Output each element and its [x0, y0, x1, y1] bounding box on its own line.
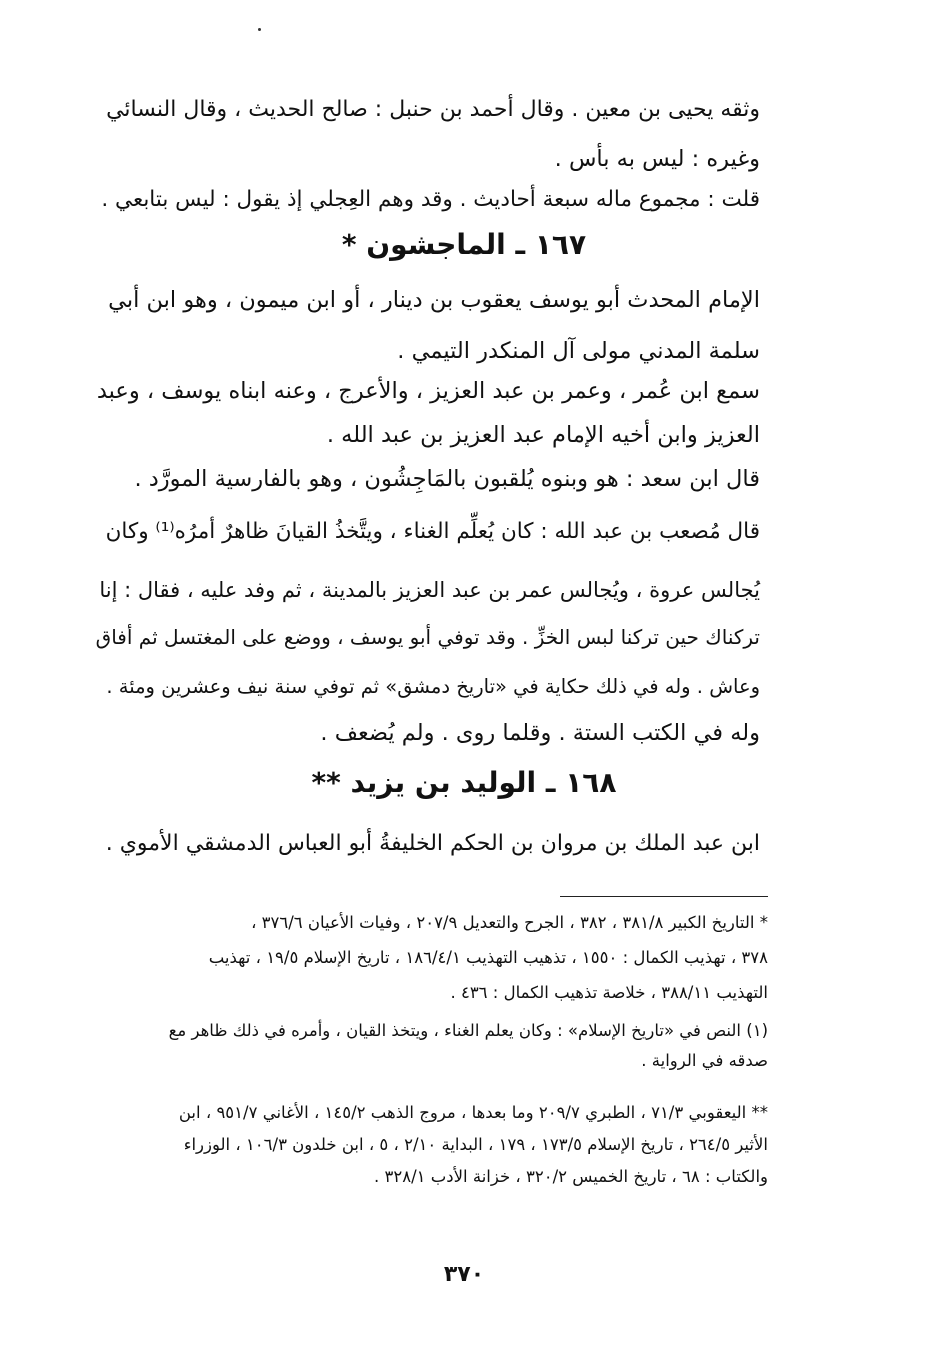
text-line: قلت : مجموع ماله سبعة أحاديث . وقد وهم العِجلي إذ يقول : ليس بتابعي .	[101, 187, 760, 212]
text-line: وثقه يحيى بن معين . وقال أحمد بن حنبل : صالح الحديث ، وقال النسائي	[106, 97, 760, 122]
footnote-line: ** اليعقوبي ٧١/٣ ، الطبري ٢٠٩/٧ وما بعدها ، مروج الذهب ١٤٥/٢ ، الأغاني ٩٥١/٧ ، ابن	[178, 1103, 768, 1122]
text-line: قال ابن سعد : هو وبنوه يُلقبون بالمَاجِشُون ، وهو بالفارسية المورَّد .	[134, 466, 760, 492]
text-line: الإمام المحدث أبو يوسف يعقوب بن دينار ، أو ابن ميمون ، وهو ابن أبي	[108, 287, 760, 313]
text-line: ابن عبد الملك بن مروان بن الحكم الخليفةُ أبو العباس الدمشقي الأموي .	[105, 831, 760, 856]
entry-heading-167: ١٦٧ ـ الماجشون *	[341, 228, 587, 261]
text-line: وعاش . وله في ذلك حكاية في «تاريخ دمشق» ثم توفي سنة نيف وعشرين ومئة .	[106, 675, 760, 698]
text-line: وغيره : ليس به بأس .	[554, 146, 760, 172]
text-line: وله في الكتب الستة . وقلما روى . ولم يُضعف .	[320, 720, 760, 746]
text-line: العزيز وابن أخيه الإمام عبد العزيز بن عبد الله .	[326, 422, 760, 448]
text-line: قال مُصعب بن عبد الله : كان يُعلِّم الغناء ، ويتَّخذُ القيانَ ظاهرٌ أمرُه⁽¹⁾ وكان	[105, 519, 760, 544]
footnote-line: والكتاب : ٦٨ ، تاريخ الخميس ٣٢٠/٢ ، خزانة الأدب ٣٢٨/١ .	[373, 1167, 768, 1186]
footnote-line: ٣٧٨ ، تهذيب الكمال : ١٥٥٠ ، تذهيب التهذيب ١٨٦/٤/١ ، تاريخ الإسلام ١٩/٥ ، تهذيب	[208, 948, 768, 967]
text-line: تركناك حين تركنا لبس الخزِّ . وقد توفي أبو يوسف ، ووضع على المغتسل ثم أفاق	[95, 625, 760, 649]
text-line: يُجالس عروة ، ويُجالس عمر بن عبد العزيز بالمدينة ، ثم وفد عليه ، فقال : إنا	[99, 578, 760, 602]
page-number: ٣٧٠	[443, 1262, 485, 1287]
footnote-line: الأثير ٢٦٤/٥ ، تاريخ الإسلام ١٧٣/٥ ، ١٧٩ ، البداية ٢/١٠ ، ٥ ، ابن خلدون ١٠٦/٣ ، الوزراء	[183, 1135, 768, 1154]
text-line: سلمة المدني مولى آل المنكدر التيمي .	[397, 338, 760, 364]
footnote-line: * التاريخ الكبير ٣٨١/٨ ، ٣٨٢ ، الجرح والتعديل ٢٠٧/٩ ، وفيات الأعيان ٣٧٦/٦ ،	[251, 913, 768, 932]
footnote-line: التهذيب ٣٨٨/١١ ، خلاصة تذهيب الكمال : ٤٣٦ .	[450, 983, 768, 1002]
footnote-line: صدقه في الرواية .	[641, 1051, 768, 1070]
footnote-separator	[560, 896, 768, 897]
scan-speck	[258, 28, 261, 31]
footnote-line: (١) النص في «تاريخ الإسلام» : وكان يعلم الغناء ، ويتخذ القيان ، وأمره في ذلك ظاهر مع	[168, 1021, 768, 1040]
entry-heading-168: ١٦٨ ـ الوليد بن يزيد **	[311, 766, 617, 799]
text-line: سمع ابن عُمر ، وعمر بن عبد العزيز ، والأعرج ، وعنه ابناه يوسف ، وعبد	[96, 378, 760, 404]
